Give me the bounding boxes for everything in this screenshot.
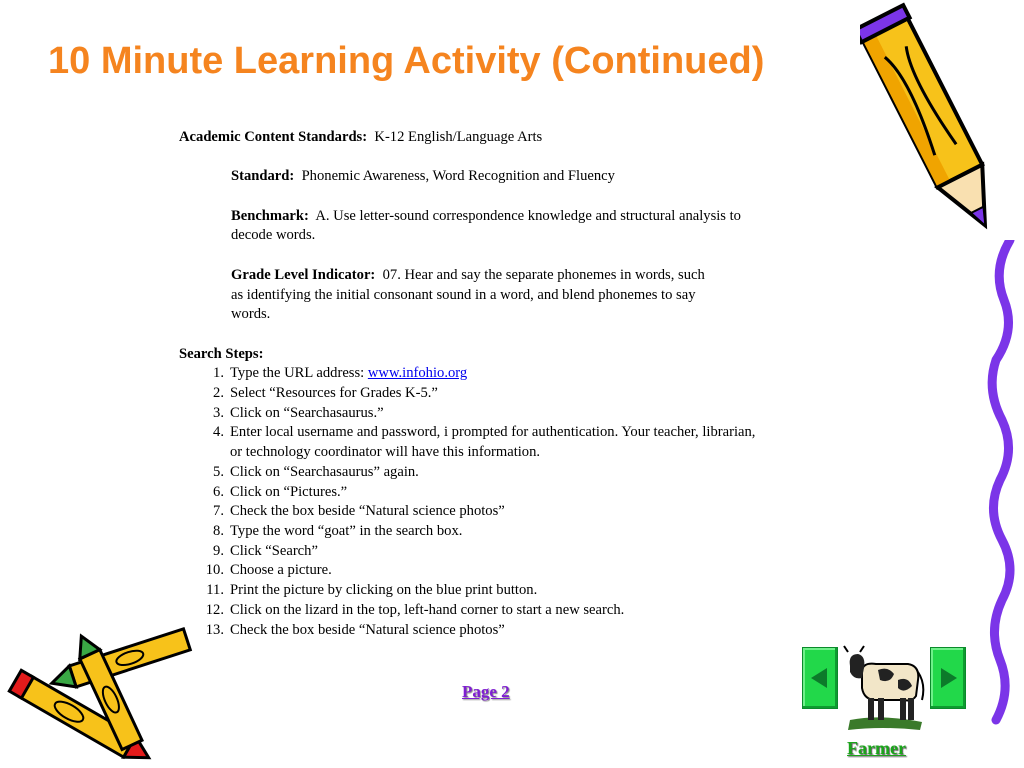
grade-level-line (179, 266, 849, 286)
document-body (179, 128, 849, 640)
list-item: 2. Select “Resources for Grades K-5.” (213, 385, 438, 402)
standard-label: Standard: (231, 168, 295, 185)
farmer-link[interactable]: Farmer (847, 738, 906, 758)
page-number: Page 2 (462, 682, 510, 701)
standard-line (179, 167, 849, 187)
benchmark-value: A. Use letter-sound correspondence knowledge and structural analysis to (315, 207, 741, 224)
benchmark-line-2: decode words. (231, 227, 316, 244)
squiggle-border-icon (982, 240, 1022, 740)
list-item: 4. Enter local username and password, i prompted for authentication. Your teacher, librarian, or technology coordinator will have this information. (213, 424, 756, 461)
crayons-icon (0, 620, 210, 760)
infohio-link[interactable]: www.infohio.org (367, 365, 468, 382)
list-item: 9. Click “Search” (213, 542, 318, 559)
grade-level-line-2: as identifying the initial consonant sound in a word, and blend phonemes to say (231, 286, 696, 303)
grade-value: 07. Hear and say the separate phonemes in words, such (382, 266, 705, 283)
list-item: 12. Click on the lizard in the top, left-hand corner to start a new search. (205, 601, 625, 618)
acs-label: Academic Content Standards: (179, 129, 368, 145)
list-item: 6. Click on “Pictures.” (213, 483, 348, 500)
grade-level-line-3: words. (231, 306, 271, 323)
list-item: 11. Print the picture by clicking on the blue print button. (206, 582, 538, 599)
list-item: 8. Type the word “goat” in the search box. (213, 523, 463, 539)
list-item: 7. Check the box beside “Natural science photos” (213, 503, 505, 520)
list-item: 5. Click on “Searchasaurus” again. (213, 463, 419, 480)
list-item: 3. Click on “Searchasaurus.” (213, 404, 384, 421)
cow-icon[interactable] (842, 644, 926, 736)
benchmark-label: Benchmark: (231, 207, 309, 224)
grade-label: Grade Level Indicator: (231, 266, 376, 283)
next-arrow-icon (931, 648, 965, 708)
list-item: 13. Check the box beside “Natural science photos” (205, 621, 505, 638)
acs-value: K-12 English/Language Arts (374, 129, 543, 145)
benchmark-line (179, 207, 849, 227)
prev-arrow-icon (803, 648, 837, 708)
search-steps-heading: Search Steps: (179, 345, 264, 362)
academic-standards-line (179, 128, 849, 148)
standard-value: Phonemic Awareness, Word Recognition and Fluency (301, 168, 615, 185)
pencil-icon (860, 2, 1010, 252)
list-item: 1. Type the URL address: www.infohio.org (213, 365, 468, 382)
list-item: 10. Choose a picture. (205, 562, 332, 579)
search-steps-list (179, 364, 849, 640)
next-button[interactable] (930, 647, 966, 709)
prev-button[interactable] (802, 647, 838, 709)
page-title: 10 Minute Learning Activity (Continued) (48, 40, 765, 82)
